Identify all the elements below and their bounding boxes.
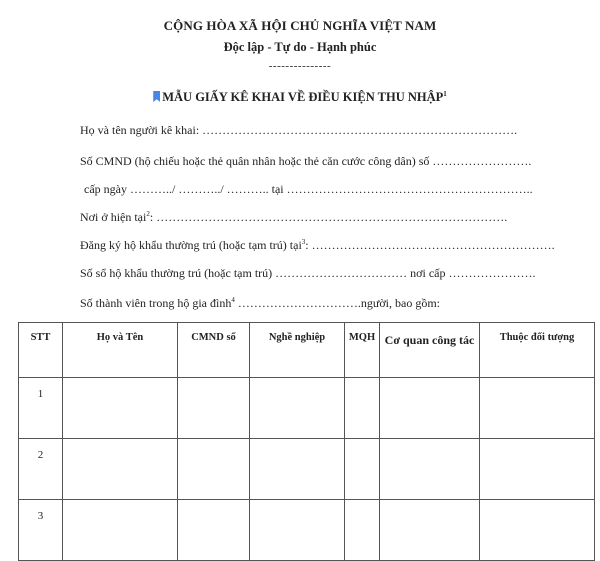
cell-category[interactable] [480, 378, 595, 439]
cell-workplace[interactable] [380, 439, 480, 500]
cell-occupation[interactable] [250, 439, 345, 500]
header-separator: --------------- [268, 60, 332, 72]
col-header-stt: STT [19, 323, 63, 378]
col-header-workplace: Cơ quan công tác [380, 323, 480, 378]
members-table [18, 322, 595, 561]
field-household-book: Số sổ hộ khẩu thường trú (hoặc tạm trú) …………………………… nơi cấp …………………. [80, 266, 536, 280]
col-header-relation: MQH [345, 323, 380, 378]
country-heading: CỘNG HÒA XÃ HỘI CHỦ NGHĨA VIỆT NAM [163, 18, 437, 33]
cell-category[interactable] [480, 439, 595, 500]
form-title [0, 90, 600, 105]
cell-name[interactable] [63, 439, 178, 500]
col-header-occupation: Nghề nghiệp [250, 323, 345, 378]
cell-id[interactable] [178, 439, 250, 500]
field-full-name: Họ và tên người kê khai: ……………………………………………………………………. [80, 123, 518, 137]
field-residence [80, 210, 507, 225]
household-footnote: 3 [301, 238, 306, 246]
cell-occupation[interactable] [250, 378, 345, 439]
table-row [19, 439, 595, 500]
motto-heading: Độc lập - Tự do - Hạnh phúc [223, 40, 377, 54]
cell-relation[interactable] [345, 500, 380, 561]
cell-relation[interactable] [345, 378, 380, 439]
field-issue-date: cấp ngày ………../ ………../ ……….. tại …………………………………………………….. [84, 182, 533, 196]
col-header-name: Họ và Tên [63, 323, 178, 378]
household-label: Đăng ký hộ khẩu thường trú (hoặc tạm trú) tại [80, 238, 302, 252]
col-header-id: CMND số [178, 323, 250, 378]
table-row [19, 500, 595, 561]
cell-relation[interactable] [345, 439, 380, 500]
form-title-text: MẪU GIẤY KÊ KHAI VỀ ĐIỀU KIỆN THU NHẬP [162, 90, 444, 104]
title-footnote: 1 [443, 90, 447, 98]
cell-workplace[interactable] [380, 378, 480, 439]
cell-workplace[interactable] [380, 500, 480, 561]
field-household [80, 238, 555, 253]
row-stt: 3 [19, 500, 63, 561]
cell-id[interactable] [178, 378, 250, 439]
table-row [19, 378, 595, 439]
cell-occupation[interactable] [250, 500, 345, 561]
col-header-category: Thuộc đối tượng [480, 323, 595, 378]
cell-category[interactable] [480, 500, 595, 561]
residence-footnote: 2 [146, 210, 150, 218]
residence-dots: : ……………………………………………………………………………. [149, 210, 508, 224]
household-dots: : ……………………………………………………. [305, 238, 555, 252]
cell-id[interactable] [178, 500, 250, 561]
members-footnote: 4 [231, 296, 235, 304]
field-members [80, 296, 440, 311]
members-label: Số thành viên trong hộ gia đình [80, 296, 232, 310]
cell-name[interactable] [63, 378, 178, 439]
members-dots: ………………………….người, bao gồm: [234, 296, 441, 310]
table-header-row [19, 323, 595, 378]
row-stt: 1 [19, 378, 63, 439]
field-id-number: Số CMND (hộ chiếu hoặc thẻ quân nhân hoặc thẻ căn cước công dân) số ……………………. [80, 154, 532, 168]
residence-label: Nơi ở hiện tại [80, 210, 147, 224]
bookmark-icon [153, 91, 160, 102]
row-stt: 2 [19, 439, 63, 500]
cell-name[interactable] [63, 500, 178, 561]
